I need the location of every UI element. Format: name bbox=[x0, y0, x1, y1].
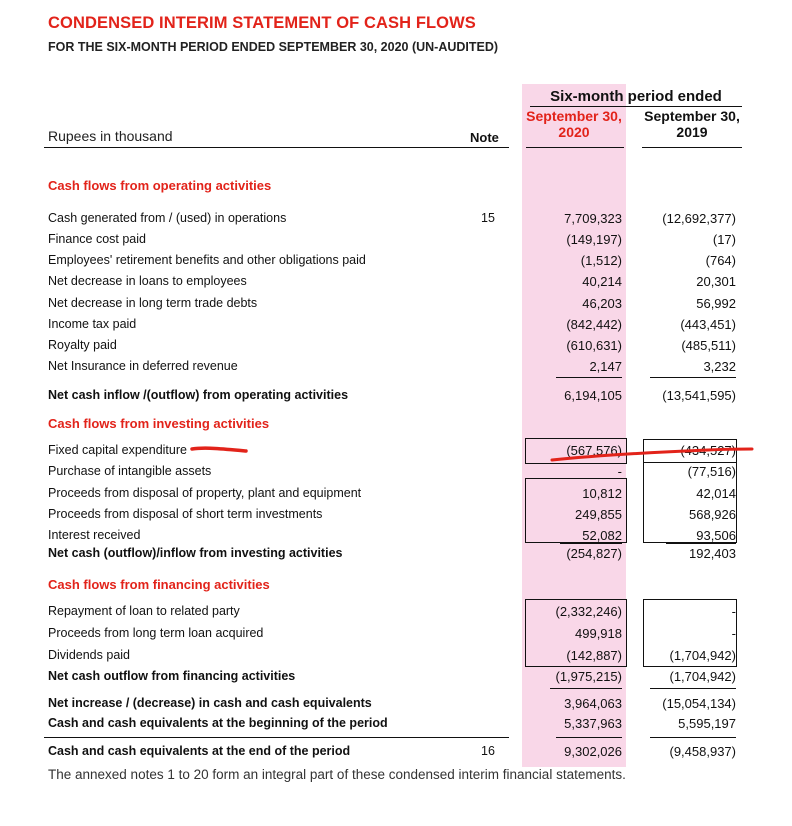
investing-total-current: (254,827) bbox=[566, 546, 622, 561]
prior-amount: (434,527) bbox=[680, 443, 736, 458]
prior-amount: (443,451) bbox=[680, 317, 736, 332]
investing-total-label: Net cash (outflow)/inflow from investing activities bbox=[48, 546, 343, 560]
opening-cash-prior: 5,595,197 bbox=[678, 716, 736, 731]
prior-amount: 56,992 bbox=[696, 296, 736, 311]
financing-total-prior: (1,704,942) bbox=[669, 669, 736, 684]
section-heading-financing: Cash flows from financing activities bbox=[48, 577, 270, 592]
current-amount: (567,576) bbox=[566, 443, 622, 458]
line-item-note: 15 bbox=[481, 211, 495, 225]
line-item-label: Proceeds from disposal of short term investments bbox=[48, 507, 323, 521]
current-amount: (142,887) bbox=[566, 648, 622, 663]
operating-total-current: 6,194,105 bbox=[564, 388, 622, 403]
closing-cash-prior: (9,458,937) bbox=[669, 744, 736, 759]
net-change-label: Net increase / (decrease) in cash and cash equivalents bbox=[48, 696, 372, 710]
opening-cash-label: Cash and cash equivalents at the beginning of the period bbox=[48, 716, 388, 730]
line-item-label: Interest received bbox=[48, 528, 141, 542]
prior-amount: (1,704,942) bbox=[669, 648, 736, 663]
current-amount: 7,709,323 bbox=[564, 211, 622, 226]
closing-cash-label: Cash and cash equivalents at the end of the period bbox=[48, 744, 351, 758]
line-item-label: Dividends paid bbox=[48, 648, 130, 662]
line-item-label: Royalty paid bbox=[48, 338, 117, 352]
prior-amount: 42,014 bbox=[696, 486, 736, 501]
opening-cash-current: 5,337,963 bbox=[564, 716, 622, 731]
current-amount: - bbox=[617, 464, 622, 479]
current-amount: 2,147 bbox=[589, 359, 622, 374]
prior-amount: - bbox=[731, 626, 736, 641]
current-amount: 249,855 bbox=[575, 507, 622, 522]
line-item-label: Fixed capital expenditure bbox=[48, 443, 187, 457]
closing-cash-note: 16 bbox=[481, 744, 495, 758]
line-item-label: Purchase of intangible assets bbox=[48, 464, 212, 478]
prior-amount: (485,511) bbox=[681, 338, 736, 353]
prior-period-year: 2019 bbox=[676, 124, 708, 140]
line-item-label: Finance cost paid bbox=[48, 232, 146, 246]
current-period-date: September 30, bbox=[526, 108, 622, 124]
operating-total-prior: (13,541,595) bbox=[662, 388, 736, 403]
prior-amount: 93,506 bbox=[696, 528, 736, 543]
current-amount: (610,631) bbox=[566, 338, 622, 353]
statement-title: CONDENSED INTERIM STATEMENT OF CASH FLOWS bbox=[48, 14, 476, 32]
section-heading-operating: Cash flows from operating activities bbox=[48, 178, 272, 193]
current-amount: (1,512) bbox=[580, 253, 622, 268]
prior-amount: (17) bbox=[712, 232, 736, 247]
financing-total-current: (1,975,215) bbox=[555, 669, 622, 684]
current-amount: 40,214 bbox=[582, 274, 622, 289]
line-item-label: Net Insurance in deferred revenue bbox=[48, 359, 238, 373]
closing-cash-current: 9,302,026 bbox=[564, 744, 622, 759]
footer-note: The annexed notes 1 to 20 form an integral part of these condensed interim financial statements. bbox=[48, 767, 626, 782]
prior-amount: 3,232 bbox=[703, 359, 736, 374]
line-item-label: Income tax paid bbox=[48, 317, 137, 331]
operating-total-label: Net cash inflow /(outflow) from operating activities bbox=[48, 388, 349, 402]
line-item-label: Proceeds from disposal of property, plant and equipment bbox=[48, 486, 362, 500]
net-change-prior: (15,054,134) bbox=[662, 696, 736, 711]
prior-amount: - bbox=[731, 604, 736, 619]
currency-unit-label: Rupees in thousand bbox=[48, 128, 173, 144]
prior-amount: (764) bbox=[705, 253, 736, 268]
pen-stroke-strike bbox=[552, 449, 752, 460]
investing-total-prior: 192,403 bbox=[689, 546, 736, 561]
note-column-header: Note bbox=[470, 130, 499, 145]
current-period-year: 2020 bbox=[558, 124, 590, 140]
line-item-label: Proceeds from long term loan acquired bbox=[48, 626, 264, 640]
prior-amount: (77,516) bbox=[687, 464, 736, 479]
prior-amount: 20,301 bbox=[696, 274, 736, 289]
current-amount: 499,918 bbox=[575, 626, 622, 641]
statement-subtitle: FOR THE SIX-MONTH PERIOD ENDED SEPTEMBER 30, 2020 (UN-AUDITED) bbox=[48, 40, 499, 54]
current-amount: (149,197) bbox=[566, 232, 622, 247]
line-item-label: Repayment of loan to related party bbox=[48, 604, 240, 618]
line-item-label: Employees' retirement benefits and other obligations paid bbox=[48, 253, 366, 267]
pen-stroke-underline bbox=[192, 448, 246, 451]
line-item-label: Net decrease in long term trade debts bbox=[48, 296, 258, 310]
current-amount: 46,203 bbox=[582, 296, 622, 311]
prior-amount: (12,692,377) bbox=[662, 211, 736, 226]
period-heading: Six-month period ended bbox=[550, 88, 722, 105]
current-amount: (2,332,246) bbox=[555, 604, 622, 619]
current-amount: 52,082 bbox=[582, 528, 622, 543]
line-item-label: Net decrease in loans to employees bbox=[48, 274, 247, 288]
prior-amount: 568,926 bbox=[689, 507, 736, 522]
current-amount: (842,442) bbox=[566, 317, 622, 332]
section-heading-investing: Cash flows from investing activities bbox=[48, 416, 270, 431]
net-change-current: 3,964,063 bbox=[564, 696, 622, 711]
line-item-label: Cash generated from / (used) in operations bbox=[48, 211, 287, 225]
current-amount: 10,812 bbox=[582, 486, 622, 501]
prior-period-date: September 30, bbox=[644, 108, 740, 124]
financing-total-label: Net cash outflow from financing activities bbox=[48, 669, 296, 683]
